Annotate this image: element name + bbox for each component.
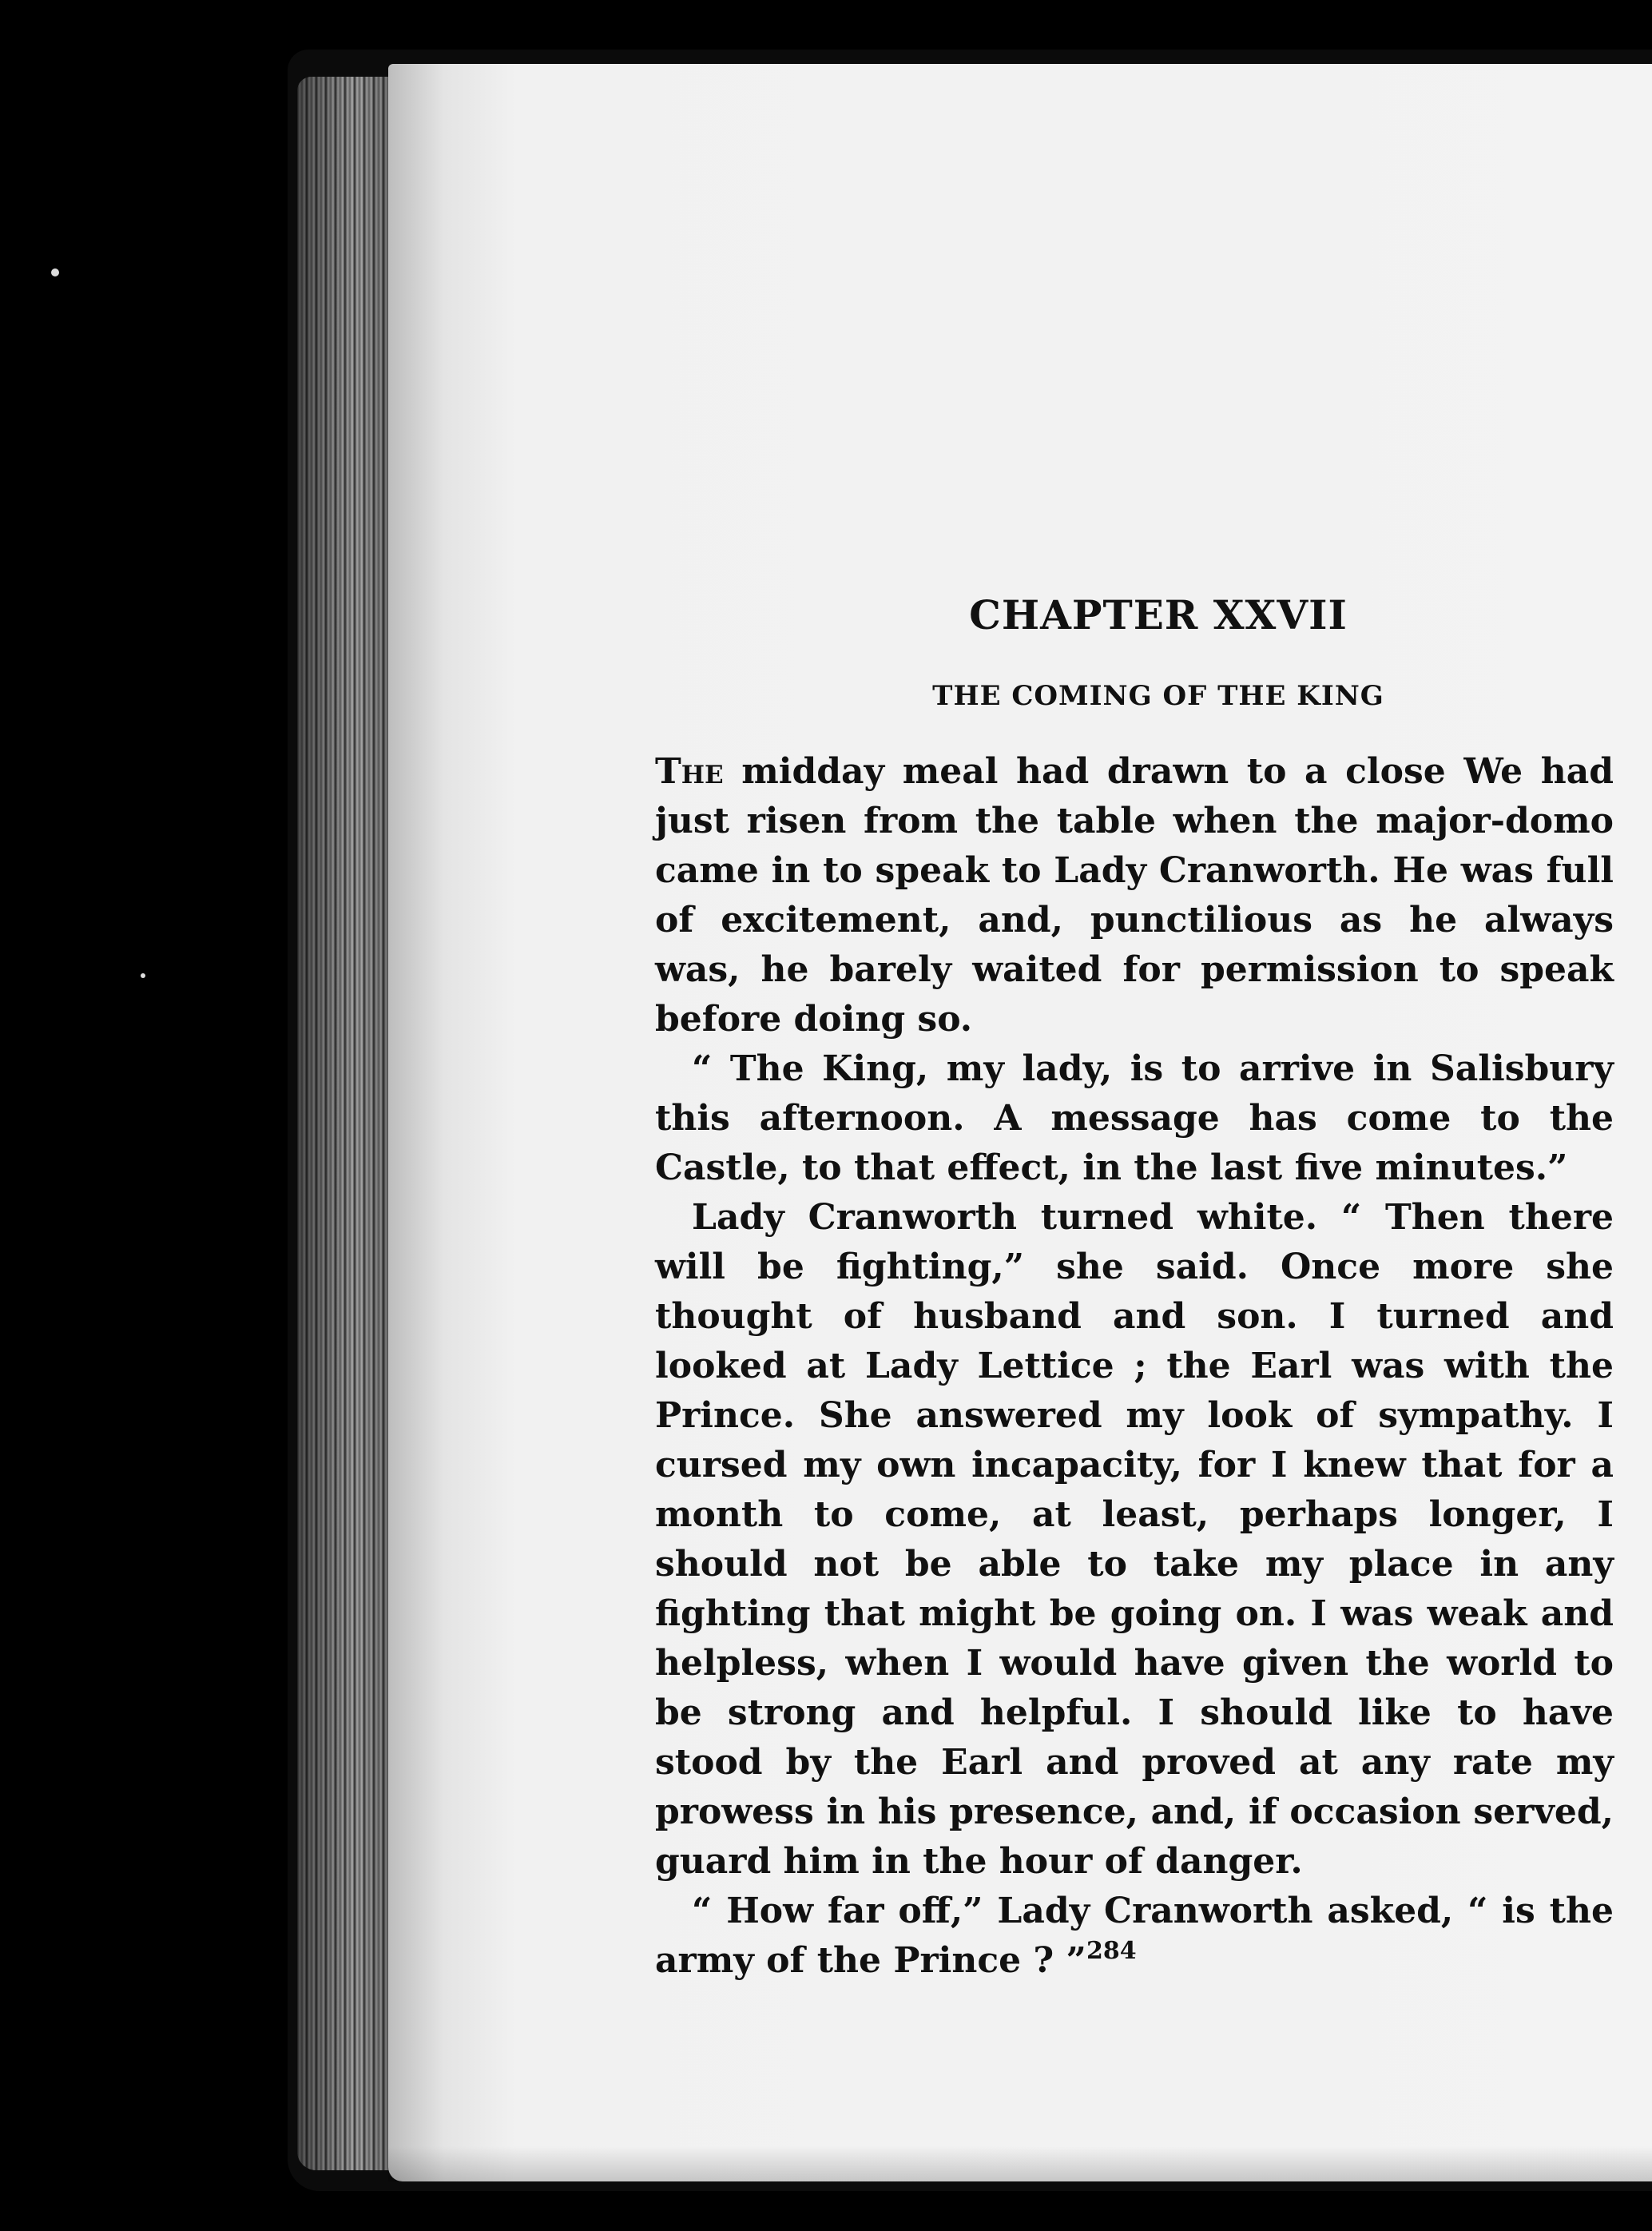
page-number: 284 [1086,1937,1137,1965]
paragraph-text: “ How far off,” Lady Cranworth asked, “ is the army of the Prince ? ” [655,1891,1614,1981]
page-bottom-shadow [388,2146,1652,2181]
chapter-subtitle: THE COMING OF THE KING [932,680,1384,712]
page-edges-shade [297,77,395,2170]
page-content [655,591,1614,1986]
paragraph-lead-word: The [655,751,724,792]
dust-speck [51,268,59,276]
paragraph-3 [655,1193,1614,1887]
paragraph-2 [655,1044,1614,1193]
chapter-title: CHAPTER XXVII [969,591,1348,638]
paragraph-1 [655,747,1614,1044]
dust-speck [141,973,145,978]
paragraph-4 [655,1887,1614,1986]
paragraph-text: Lady Cranworth turned white. “ Then there will be fighting,” she said. Once more she thought of husband and son. I turned and looked at Lady Lettice ; the Earl was with the Prince. She answered my look of sympathy. I cursed my own incapacity, for I knew that for a month to come, at least, perhaps longer, I should not be able to take my place in any fighting that might be going on. I was weak and helpless, when I would have given the world to be strong and helpful. I should like to have stood by the Earl and proved at any rate my prowess in his presence, and, if occasion served, guard him in the hour of danger. [655,1197,1614,1882]
paragraph-text: “ The King, my lady, is to arrive in Salisbury this afternoon. A message has come to the Castle, to that effect, in the last five minutes.” [655,1048,1614,1188]
paragraph-text: midday meal had drawn to a close We had just risen from the table when the major-domo came in to speak to Lady Cranworth. He was full of excitement, and, punctilious as he always was, he barely waited for permission to speak before doing so. [655,751,1614,1040]
